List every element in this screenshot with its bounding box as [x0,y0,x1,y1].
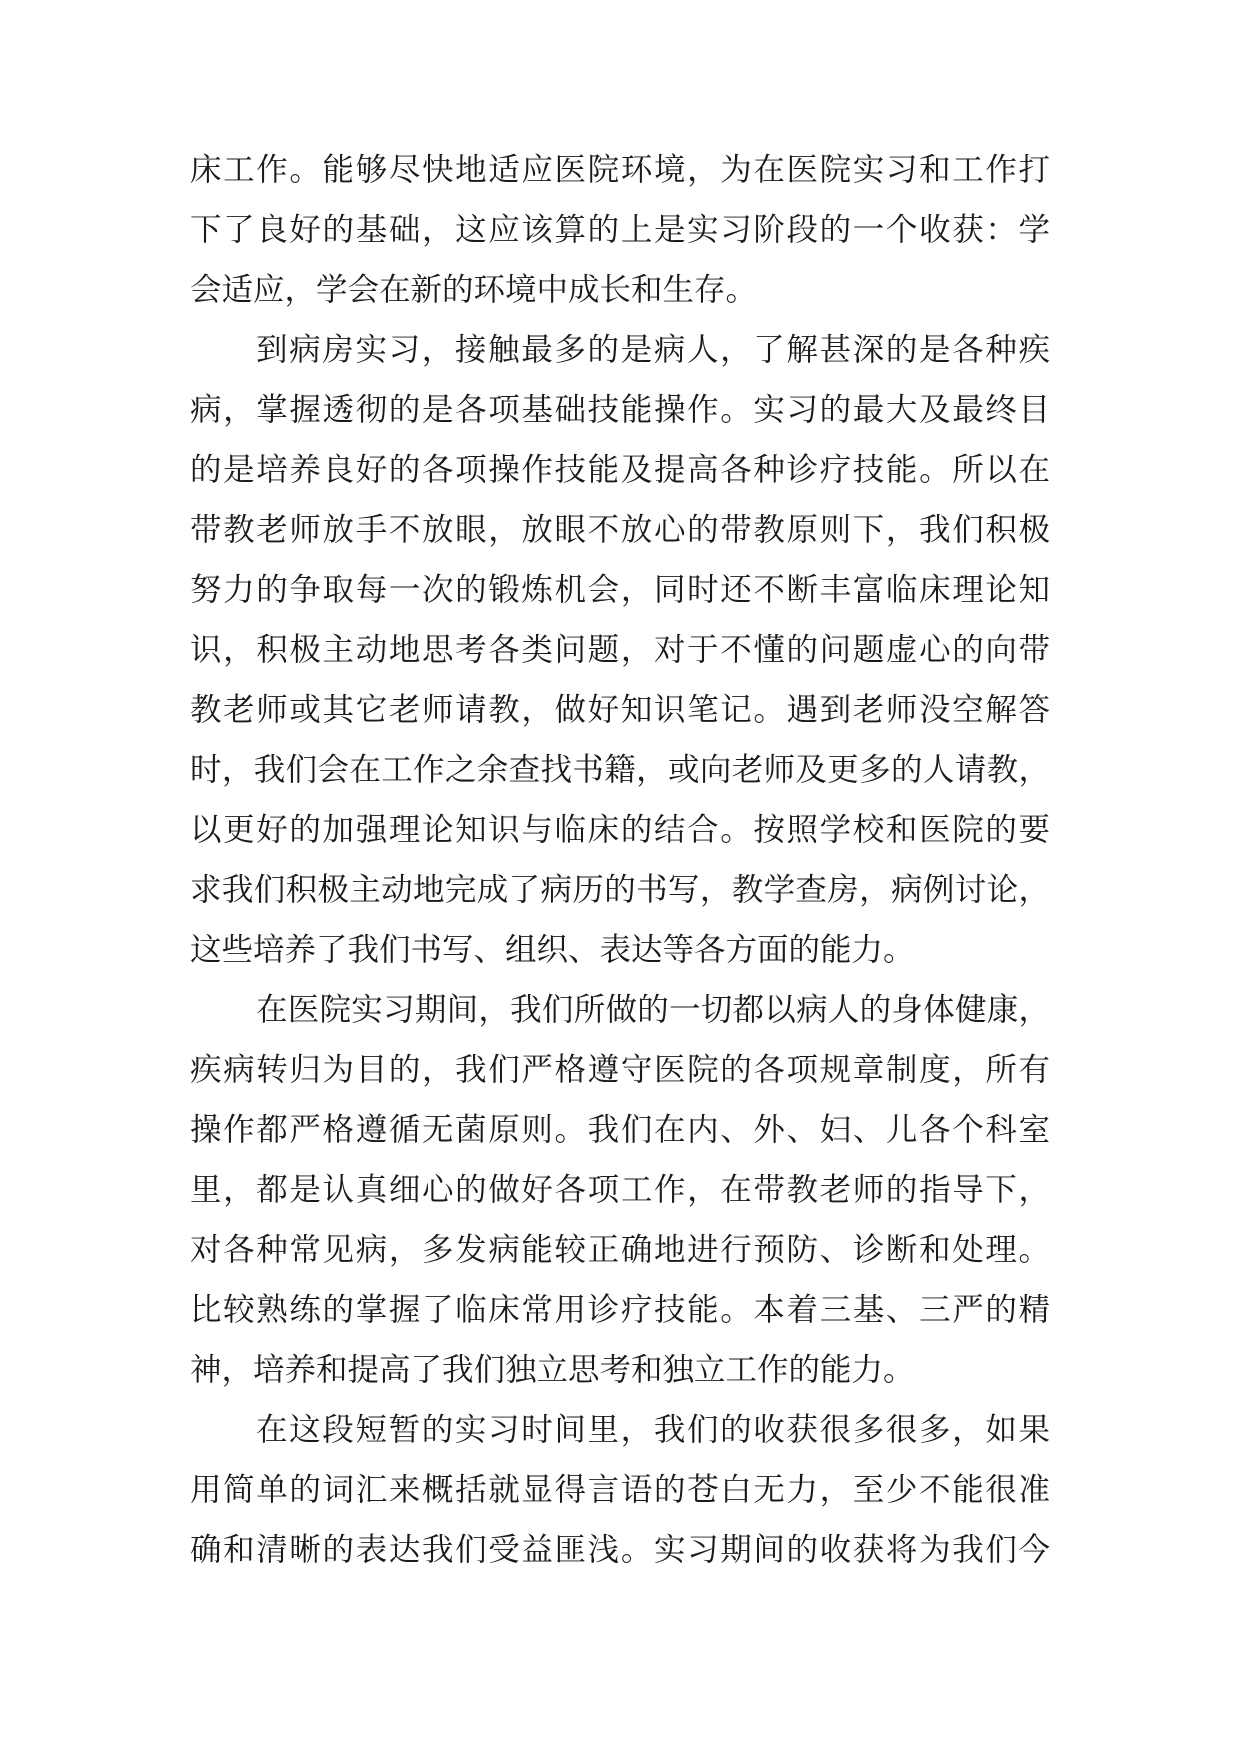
text-line: 时，我们会在工作之余查找书籍，或向老师及更多的人请教， [190,752,1050,788]
text-line: 用简单的词汇来概括就显得言语的苍白无力，至少不能很准 [190,1472,1050,1508]
text-line: 确和清晰的表达我们受益匪浅。实习期间的收获将为我们今 [190,1532,1050,1568]
text-line: 以更好的加强理论知识与临床的结合。按照学校和医院的要 [190,812,1050,848]
text-line: 操作都严格遵循无菌原则。我们在内、外、妇、儿各个科室 [190,1112,1050,1148]
text-line: 里，都是认真细心的做好各项工作，在带教老师的指导下， [190,1172,1050,1208]
text-line: 疾病转归为目的，我们严格遵守医院的各项规章制度，所有 [190,1052,1050,1088]
text-line: 求我们积极主动地完成了病历的书写，教学查房，病例讨论， [190,872,1050,908]
text-line: 会适应，学会在新的环境中成长和生存。 [190,272,758,308]
paragraph-first-line: 在这段短暂的实习时间里，我们的收获很多很多，如果 [256,1412,1050,1448]
text-line: 比较熟练的掌握了临床常用诊疗技能。本着三基、三严的精 [190,1292,1050,1328]
text-line: 带教老师放手不放眼，放眼不放心的带教原则下，我们积极 [190,512,1050,548]
text-line: 识，积极主动地思考各类问题，对于不懂的问题虚心的向带 [190,632,1050,668]
paragraph-first-line: 到病房实习，接触最多的是病人，了解甚深的是各种疾 [256,332,1050,368]
text-line: 的是培养良好的各项操作技能及提高各种诊疗技能。所以在 [190,452,1050,488]
text-line: 下了良好的基础，这应该算的上是实习阶段的一个收获：学 [190,212,1050,248]
text-line: 床工作。能够尽快地适应医院环境，为在医院实习和工作打 [190,152,1050,188]
text-line: 努力的争取每一次的锻炼机会，同时还不断丰富临床理论知 [190,572,1050,608]
text-line: 病，掌握透彻的是各项基础技能操作。实习的最大及最终目 [190,392,1050,428]
text-line: 对各种常见病，多发病能较正确地进行预防、诊断和处理。 [190,1232,1050,1268]
paragraph-first-line: 在医院实习期间，我们所做的一切都以病人的身体健康， [256,992,1050,1028]
body-text [190,140,1050,1580]
text-line: 这些培养了我们书写、组织、表达等各方面的能力。 [190,932,915,968]
text-line: 教老师或其它老师请教，做好知识笔记。遇到老师没空解答 [190,692,1050,728]
text-line: 神，培养和提高了我们独立思考和独立工作的能力。 [190,1352,915,1388]
